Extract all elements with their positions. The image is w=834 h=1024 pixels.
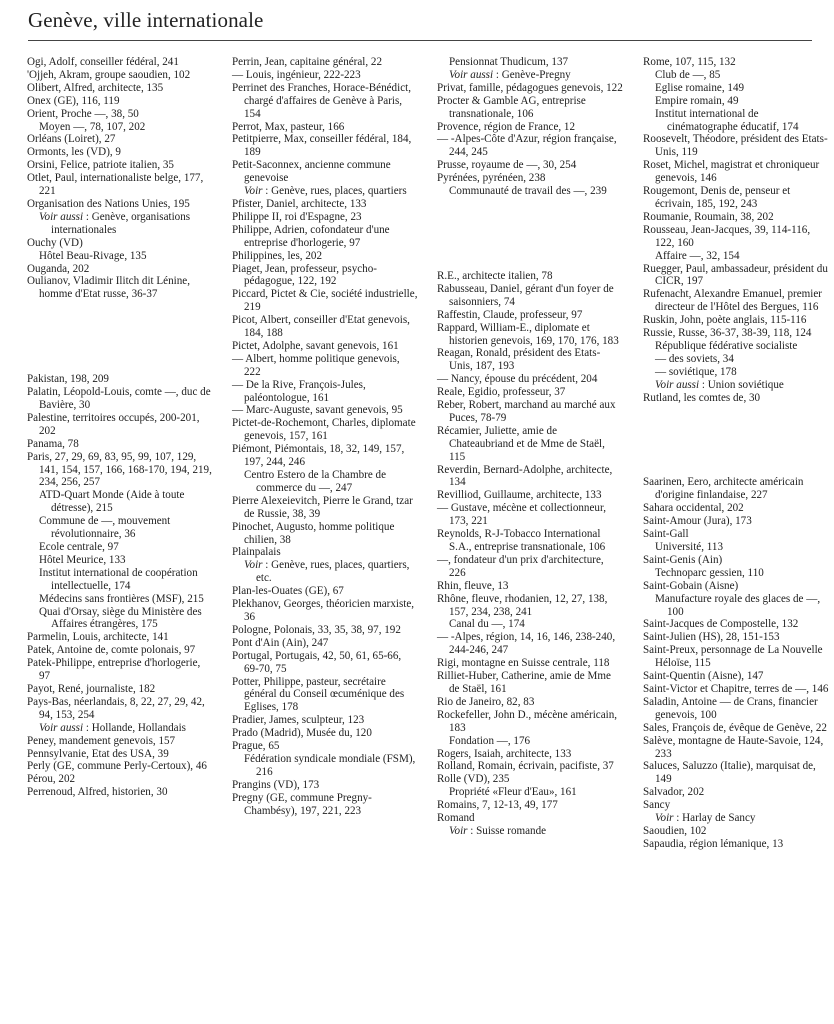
index-entry: Reverdin, Bernard-Adolphe, architecte, 134	[437, 463, 613, 489]
index-entry: Paris, 27, 29, 69, 83, 95, 99, 107, 129, 141, 154, 157, 166, 168-170, 194, 219, 234, 256, 257	[27, 450, 212, 489]
index-subentry: Voir : Suisse romande	[449, 824, 547, 837]
index-subentry: Voir : Genève, rues, places, quartiers, etc.	[244, 559, 410, 585]
index-entry: Ruegger, Paul, ambassadeur, président du CICR, 197	[643, 262, 828, 288]
index-entry: Pologne, Polonais, 33, 35, 38, 97, 192	[232, 623, 401, 636]
index-entry: Perrot, Max, pasteur, 166	[232, 120, 345, 133]
index-entry: Pakistan, 198, 209	[27, 373, 109, 386]
index-entry: Russie, Russe, 36-37, 38-39, 118, 124	[643, 327, 812, 340]
index-entry: Rhône, fleuve, rhodanien, 12, 27, 138, 157, 234, 238, 241	[437, 592, 608, 618]
index-entry: Procter & Gamble AG, entreprise transnationale, 106	[437, 94, 586, 120]
index-entry: Potter, Philippe, pasteur, secrétaire général du Conseil œcuménique des Eglises, 178	[232, 675, 405, 714]
index-subentry: Fédération syndicale mondiale (FSM), 216	[244, 752, 416, 778]
index-entry: Portugal, Portugais, 42, 50, 61, 65-66, 69-70, 75	[232, 649, 402, 675]
index-entry: Rolland, Romain, écrivain, pacifiste, 37	[437, 760, 614, 773]
index-entry: Palestine, territoires occupés, 200-201, 202	[27, 411, 200, 437]
index-entry: Orléans (Loiret), 27	[27, 133, 116, 146]
index-column-2	[232, 56, 418, 1016]
index-entry: —, fondateur d'un prix d'architecture, 226	[437, 553, 604, 579]
index-entry: Piémont, Piémontais, 18, 32, 149, 157, 197, 244, 246	[232, 443, 405, 469]
index-entry: Orient, Proche —, 38, 50	[27, 107, 139, 120]
index-subentry: Communauté de travail des —, 239	[449, 185, 607, 198]
index-entry: Sales, François de, évêque de Genève, 22	[643, 721, 827, 734]
index-entry: Philippines, les, 202	[232, 249, 322, 262]
index-entry: Saint-Julien (HS), 28, 151-153	[643, 631, 780, 644]
index-entry: Sancy	[643, 799, 671, 812]
index-entry: Reber, Robert, marchand au marché aux Puces, 78-79	[437, 399, 616, 424]
index-entry: Plainpalais	[232, 546, 281, 559]
index-entry: Privat, famille, pédagogues genevois, 122	[437, 81, 623, 94]
index-entry: Pradier, James, sculpteur, 123	[232, 714, 365, 727]
index-entry: Rhin, fleuve, 13	[437, 579, 509, 592]
index-subentry: — des soviets, 34	[655, 352, 734, 365]
index-entry: Salève, montagne de Haute-Savoie, 124, 233	[643, 734, 824, 760]
index-entry: Raffestin, Claude, professeur, 97	[437, 308, 583, 321]
index-column-1	[27, 56, 213, 1016]
index-entry: Piaget, Jean, professeur, psycho-pédagogue, 122, 192	[232, 262, 377, 288]
index-entry: Plekhanov, Georges, théoricien marxiste, 36	[232, 598, 415, 623]
index-entry: Rousseau, Jean-Jacques, 39, 114-116, 122, 160	[643, 223, 811, 249]
index-entry: Philippe, Adrien, cofondateur d'une entreprise d'horlogerie, 97	[232, 223, 390, 249]
index-entry: Rilliet-Huber, Catherine, amie de Mme de Staël, 161	[437, 670, 611, 695]
letter-section-gap	[643, 404, 829, 476]
index-subentry: Propriété «Fleur d'Eau», 161	[449, 786, 577, 799]
index-entry: Saint-Genis (Ain)	[643, 553, 723, 566]
index-subentry: Voir aussi : Genève-Pregny	[449, 68, 571, 81]
index-subentry: Voir : Genève, rues, places, quartiers	[244, 185, 407, 198]
index-entry: Rio de Janeiro, 82, 83	[437, 695, 535, 708]
index-entry: Reagan, Ronald, président des Etats-Unis, 187, 193	[437, 347, 601, 373]
index-subentry: République fédérative socialiste	[655, 339, 798, 352]
index-entry: Pyrénées, pyrénéen, 238	[437, 172, 546, 185]
index-entry: Salvador, 202	[643, 786, 705, 799]
index-entry: Rigi, montagne en Suisse centrale, 118	[437, 657, 610, 670]
index-entry: Oulianov, Vladimir Ilitch dit Lénine, homme d'Etat russe, 36-37	[27, 275, 190, 301]
index-entry: Saarinen, Eero, architecte américain d'origine finlandaise, 227	[643, 476, 804, 502]
index-entry: Ouchy (VD)	[27, 236, 83, 249]
index-subentry: Hôtel Meurice, 133	[39, 553, 126, 566]
index-entry: Sahara occidental, 202	[643, 502, 744, 515]
index-subentry: Manufacture royale des glaces de —, 100	[655, 592, 821, 618]
index-entry: Prangins (VD), 173	[232, 778, 320, 791]
index-entry: Perly (GE, commune Perly-Certoux), 46	[27, 760, 207, 773]
index-entry: Saint-Gobain (Aisne)	[643, 579, 739, 592]
index-entry: Petit-Saconnex, ancienne commune genevoise	[232, 159, 391, 185]
index-entry: Provence, région de France, 12	[437, 120, 576, 133]
page-header	[28, 6, 812, 41]
letter-section-gap	[437, 198, 623, 270]
index-column-3	[437, 56, 623, 1016]
index-entry: R.E., architecte italien, 78	[437, 269, 553, 282]
index-entry: Saint-Quentin (Aisne), 147	[643, 670, 764, 683]
index-entry: Saoudien, 102	[643, 824, 707, 837]
index-subentry: Centro Estero de la Chambre de commerce du —, 247	[244, 469, 387, 494]
index-subentry: Quai d'Orsay, siège du Ministère des Affaires étrangères, 175	[39, 605, 202, 631]
index-entry: Orsini, Felice, patriote italien, 35	[27, 159, 174, 172]
index-entry: Panama, 78	[27, 437, 79, 450]
index-entry: Saint-Jacques de Compostelle, 132	[643, 618, 799, 631]
index-entry: Pfister, Daniel, architecte, 133	[232, 197, 367, 210]
index-subentry: Fondation —, 176	[449, 734, 531, 747]
index-entry: Saladin, Antoine — de Crans, financier genevois, 100	[643, 695, 818, 721]
index-subentry: Voir aussi : Genève, organisations internationales	[39, 210, 191, 236]
index-entry: Ormonts, les (VD), 9	[27, 146, 121, 159]
index-subentry: Technoparc gessien, 110	[655, 566, 764, 579]
index-entry: Reale, Egidio, professeur, 37	[437, 386, 566, 399]
index-subentry: Institut international de cinématographe éducatif, 174	[655, 107, 799, 133]
index-entry: Prusse, royaume de —, 30, 254	[437, 159, 577, 172]
index-subentry: ATD-Quart Monde (Aide à toute détresse), 215	[39, 489, 185, 515]
index-subentry: Club de —, 85	[655, 68, 721, 81]
index-subentry: Médecins sans frontières (MSF), 215	[39, 592, 204, 605]
letter-section-gap	[27, 301, 213, 373]
index-entry: Rougemont, Denis de, penseur et écrivain, 185, 192, 243	[643, 185, 791, 210]
index-entry: Rabusseau, Daniel, gérant d'un foyer de saisonniers, 74	[437, 282, 614, 308]
page-title: Genève, ville internationale	[28, 8, 264, 32]
index-entry: Parmelin, Louis, architecte, 141	[27, 631, 169, 644]
index-entry: Petitpierre, Max, conseiller fédéral, 184, 189	[232, 133, 412, 159]
index-subentry: Institut international de coopération intellectuelle, 174	[39, 566, 198, 592]
index-entry: Pays-Bas, néerlandais, 8, 22, 27, 29, 42, 94, 153, 254	[27, 695, 205, 721]
index-entry: Philippe II, roi d'Espagne, 23	[232, 210, 362, 223]
index-subentry: Eglise romaine, 149	[655, 81, 745, 94]
index-entry: Perrin, Jean, capitaine général, 22	[232, 56, 383, 68]
index-entry: — -Alpes-Côte d'Azur, région française, 244, 245	[437, 133, 617, 159]
index-entry: Pictet-de-Rochemont, Charles, diplomate genevois, 157, 161	[232, 417, 416, 443]
index-entry: Otlet, Paul, internationaliste belge, 177, 221	[27, 172, 204, 198]
index-entry: Pinochet, Augusto, homme politique chilien, 38	[232, 520, 395, 546]
index-entry: Pont d'Ain (Ain), 247	[232, 636, 329, 649]
index-entry: Rufenacht, Alexandre Emanuel, premier directeur de l'Hôtel des Bergues, 116	[643, 288, 822, 314]
index-column-4	[643, 56, 829, 1016]
index-subentry: Voir : Harlay de Sancy	[655, 812, 756, 825]
index-entry: Onex (GE), 116, 119	[27, 94, 120, 107]
index-subentry: Moyen —, 78, 107, 202	[39, 120, 146, 133]
index-entry: Sapaudia, région lémanique, 13	[643, 837, 784, 850]
index-entry: Ogi, Adolf, conseiller fédéral, 241	[27, 56, 179, 68]
index-subentry: Empire romain, 49	[655, 94, 739, 107]
index-entry: Rappard, William-E., diplomate et historien genevois, 169, 170, 176, 183	[437, 321, 619, 347]
index-entry: Rolle (VD), 235	[437, 773, 510, 786]
index-entry: Récamier, Juliette, amie de Chateaubriand et de Mme de Staël, 115	[437, 424, 605, 463]
index-entry: Saluces, Saluzzo (Italie), marquisat de, 149	[643, 760, 816, 786]
index-entry: — Albert, homme politique genevois, 222	[232, 352, 400, 378]
index-subentry: Université, 113	[655, 541, 723, 553]
index-entry: — De la Rive, François-Jules, paléontologue, 161	[232, 378, 366, 404]
index-entry: Pregny (GE, commune Pregny-Chambésy), 197, 221, 223	[232, 791, 372, 817]
index-subentry: Canal du —, 174	[449, 618, 525, 631]
index-entry: Roset, Michel, magistrat et chroniqueur genevois, 146	[643, 159, 820, 185]
index-entry: Rome, 107, 115, 132	[643, 56, 736, 68]
index-subentry: Voir aussi : Hollande, Hollandais	[39, 721, 186, 734]
index-subentry: — soviétique, 178	[655, 365, 737, 378]
index-entry: 'Ojjeh, Akram, groupe saoudien, 102	[27, 68, 191, 81]
index-entry: Roosevelt, Théodore, président des Etats-Unis, 119	[643, 133, 828, 159]
index-entry: Rogers, Isaiah, architecte, 133	[437, 747, 572, 760]
index-entry: Ruskin, John, poète anglais, 115-116	[643, 314, 807, 327]
index-entry: Pierre Alexeievitch, Pierre le Grand, tzar de Russie, 38, 39	[232, 494, 413, 520]
index-entry: Peney, mandement genevois, 157	[27, 734, 176, 747]
index-entry: Plan-les-Ouates (GE), 67	[232, 585, 344, 598]
index-entry: Saint-Victor et Chapitre, terres de —, 146	[643, 682, 829, 695]
index-entry: Pennsylvanie, Etat des USA, 39	[27, 747, 169, 760]
index-subentry: Voir aussi : Union soviétique	[655, 378, 784, 391]
index-entry: Revilliod, Guillaume, architecte, 133	[437, 489, 602, 502]
index-entry: Romains, 7, 12-13, 49, 177	[437, 799, 558, 812]
index-subentry: Ecole centrale, 97	[39, 541, 119, 553]
index-entry: Patek, Antoine de, comte polonais, 97	[27, 644, 196, 657]
index-entry: Prague, 65	[232, 740, 280, 753]
index-entry: Picot, Albert, conseiller d'Etat genevois, 184, 188	[232, 314, 410, 340]
index-subentry: Commune de —, mouvement révolutionnaire, 36	[39, 515, 171, 541]
index-entry: — Marc-Auguste, savant genevois, 95	[232, 404, 403, 417]
index-entry: Prado (Madrid), Musée du, 120	[232, 727, 372, 740]
index-entry: Olibert, Alfred, architecte, 135	[27, 81, 164, 94]
index-entry: Patek-Philippe, entreprise d'horlogerie, 97	[27, 657, 201, 683]
index-entry: Rutland, les comtes de, 30	[643, 391, 761, 404]
index-entry: Organisation des Nations Unies, 195	[27, 197, 190, 210]
index-entry: — Louis, ingénieur, 222-223	[232, 68, 361, 81]
index-entry: Romand	[437, 812, 475, 825]
index-entry: — Gustave, mécène et collectionneur, 173, 221	[437, 502, 606, 528]
index-subentry: Affaire —, 32, 154	[655, 249, 740, 262]
index-entry: Palatin, Léopold-Louis, comte —, duc de Bavière, 30	[27, 386, 211, 412]
index-entry: Reynolds, R-J-Tobacco International S.A., entreprise transnationale, 106	[437, 528, 606, 553]
index-entry: Saint-Amour (Jura), 173	[643, 515, 752, 528]
index-entry: — -Alpes, région, 14, 16, 146, 238-240, 244-246, 247	[437, 631, 616, 657]
index-entry: Perrenoud, Alfred, historien, 30	[27, 786, 168, 799]
index-entry: Ouganda, 202	[27, 262, 90, 275]
index-entry: Saint-Gall	[643, 528, 689, 541]
index-subentry: Hôtel Beau-Rivage, 135	[39, 249, 147, 262]
index-entry: Payot, René, journaliste, 182	[27, 682, 156, 695]
index-subentry: Pensionnat Thudicum, 137	[449, 56, 569, 68]
index-entry: Pérou, 202	[27, 773, 76, 786]
index-entry: Roumanie, Roumain, 38, 202	[643, 210, 774, 223]
index-entry: Piccard, Pictet & Cie, société industrielle, 219	[232, 288, 418, 314]
index-entry: Perrinet des Franches, Horace-Bénédict, chargé d'affaires de Genève à Paris, 154	[232, 81, 411, 120]
index-entry: Saint-Preux, personnage de La Nouvelle Héloïse, 115	[643, 644, 823, 670]
index-entry: — Nancy, épouse du précédent, 204	[437, 373, 598, 386]
index-entry: Rockefeller, John D., mécène américain, 183	[437, 708, 618, 734]
index-entry: Pictet, Adolphe, savant genevois, 161	[232, 339, 399, 352]
